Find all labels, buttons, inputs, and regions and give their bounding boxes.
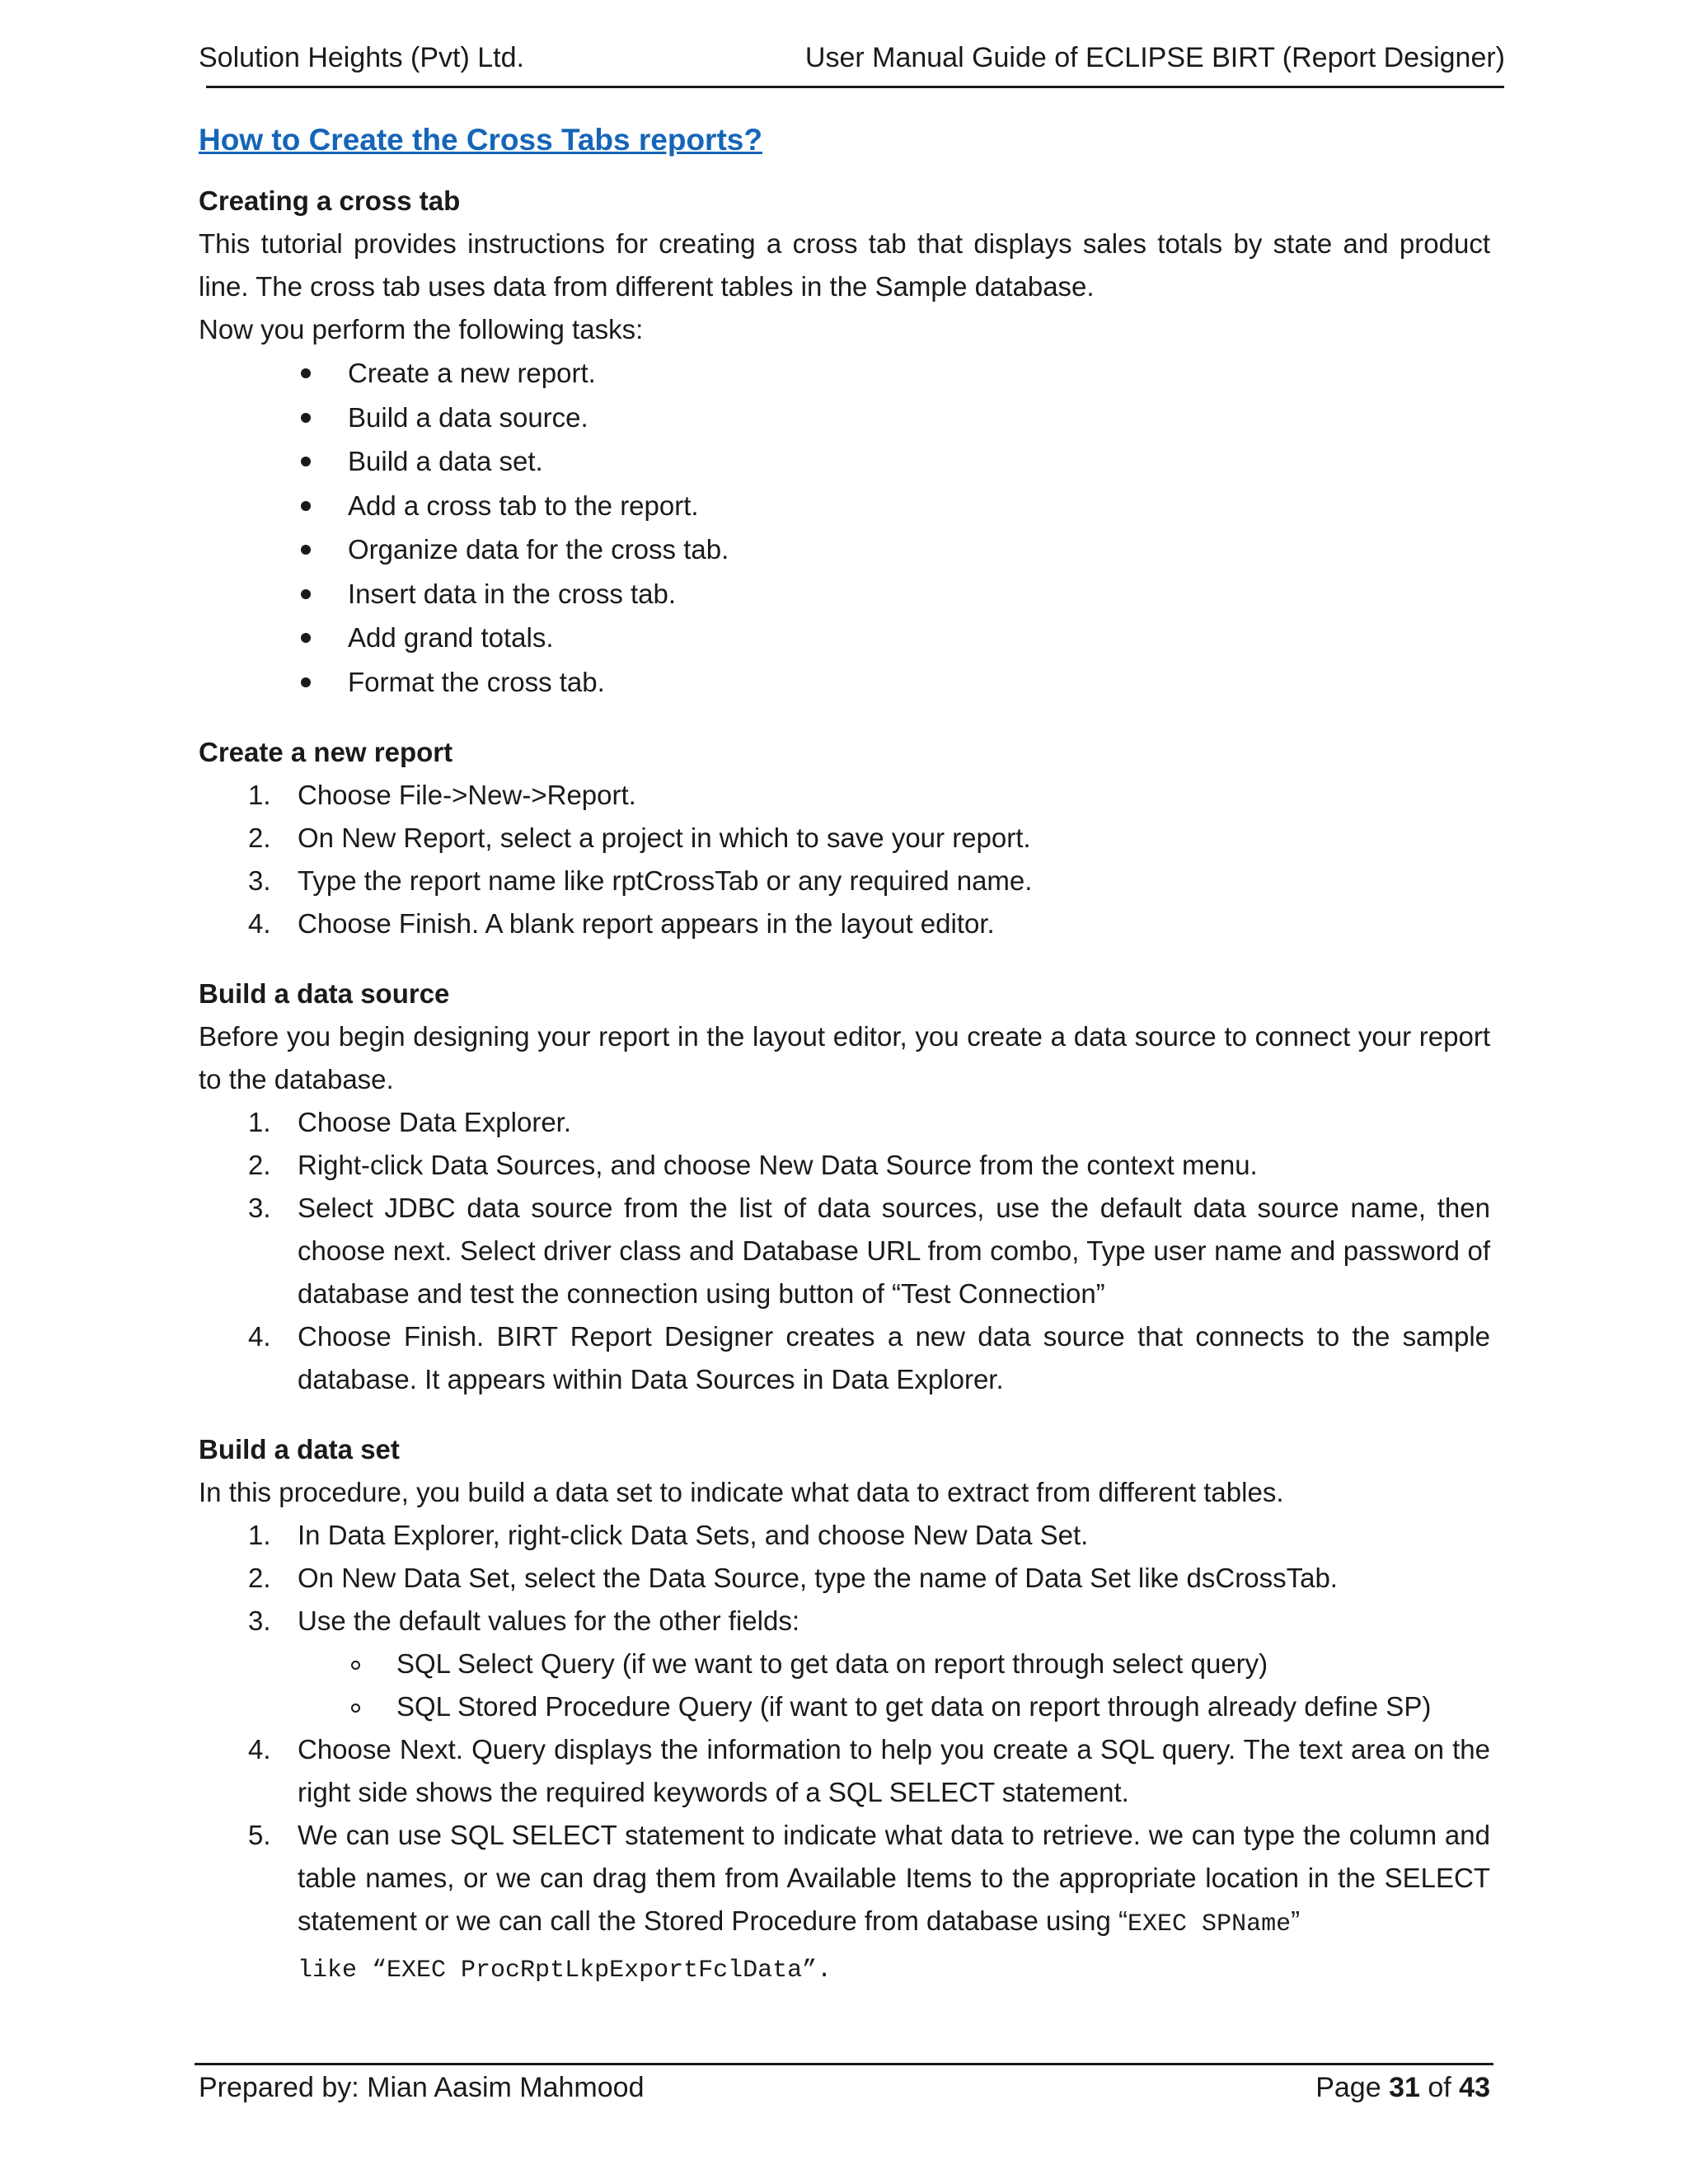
- list-item: Create a new report.: [199, 351, 1490, 396]
- list-item: 3. Use the default values for the other fields: SQL Select Query (if we want to get data on report through select query) SQL Stored Procedure Query (if want to get data on report through already define SP): [199, 1600, 1490, 1728]
- task-list: [199, 351, 1490, 704]
- header-company: Solution Heights (Pvt) Ltd.: [199, 42, 524, 73]
- list-item: Add grand totals.: [199, 616, 1490, 660]
- list-item: Insert data in the cross tab.: [199, 572, 1490, 616]
- list-item: 2. On New Data Set, select the Data Source, type the name of Data Set like dsCrossTab.: [248, 1563, 1338, 1593]
- section-heading-creating: Creating a cross tab: [199, 185, 461, 216]
- query-options: [298, 1643, 1490, 1728]
- new-report-steps: [199, 774, 1490, 945]
- list-item: SQL Select Query (if we want to get data on report through select query): [199, 1643, 1490, 1685]
- list-item: 3. Type the report name like rptCrossTab or any required name.: [248, 865, 1033, 896]
- header-rule: [206, 86, 1504, 88]
- code-snippet: EXEC SPName: [1128, 1910, 1292, 1938]
- list-item: 3. Select JDBC data source from the list of data sources, use the default data source name, then choose next. Select driver class and Database URL from combo, Type user name and password of database and test the connection using button of “Test Connection”: [248, 1193, 1490, 1309]
- list-item: 4. Choose Finish. A blank report appears in the layout editor.: [248, 908, 995, 939]
- list-item: Add a cross tab to the report.: [199, 484, 1490, 528]
- data-set-steps: [199, 1514, 1490, 1992]
- section-heading-data-set: Build a data set: [199, 1434, 400, 1465]
- list-item: 2. On New Report, select a project in which to save your report.: [248, 823, 1031, 853]
- creating-paragraph: This tutorial provides instructions for creating a cross tab that displays sales totals by state and product line. The cross tab uses data from different tables in the Sample database.: [199, 228, 1490, 302]
- list-item: Build a data set.: [199, 439, 1490, 484]
- list-item: SQL Stored Procedure Query (if want to get data on report through already define SP): [199, 1685, 1490, 1728]
- list-item: Organize data for the cross tab.: [199, 527, 1490, 572]
- page-number: Page 31 of 43: [1315, 2072, 1490, 2103]
- list-item: Build a data source.: [199, 396, 1490, 440]
- code-snippet: EXEC ProcRptLkpExportFclData: [387, 1957, 803, 1985]
- section-heading-new-report: Create a new report: [199, 737, 453, 767]
- data-source-paragraph: Before you begin designing your report in the layout editor, you create a data source to connect your report to the database.: [199, 1021, 1490, 1094]
- list-item: 1. Choose Data Explorer.: [248, 1107, 572, 1137]
- header-doc-title: User Manual Guide of ECLIPSE BIRT (Report Designer): [804, 42, 1505, 73]
- list-item: 4. Choose Finish. BIRT Report Designer creates a new data source that connects to the sample database. It appears within Data Sources in Data Explorer.: [248, 1321, 1490, 1394]
- list-item: 1. In Data Explorer, right-click Data Sets, and choose New Data Set.: [248, 1520, 1089, 1550]
- data-set-paragraph: In this procedure, you build a data set to indicate what data to extract from different tables.: [199, 1477, 1284, 1507]
- footer-rule: [195, 2063, 1493, 2065]
- list-item: 2. Right-click Data Sources, and choose New Data Source from the context menu.: [248, 1150, 1258, 1180]
- list-item: Format the cross tab.: [199, 660, 1490, 705]
- footer-author: Prepared by: Mian Aasim Mahmood: [199, 2072, 645, 2103]
- list-item: 5. We can use SQL SELECT statement to indicate what data to retrieve. we can type the column and table names, or we can drag them from Available Items to the appropriate location in the SELECT statement or we can call the Stored Procedure from database using “EXEC SPName” like “EXEC ProcRptLkpExportFclData”.: [248, 1820, 1490, 1985]
- page-title[interactable]: How to Create the Cross Tabs reports?: [199, 123, 762, 157]
- creating-intro: Now you perform the following tasks:: [199, 314, 644, 344]
- page-content: [199, 115, 1490, 1992]
- list-item: 4. Choose Next. Query displays the information to help you create a SQL query. The text area on the right side shows the required keywords of a SQL SELECT statement.: [248, 1734, 1490, 1807]
- data-source-steps: [199, 1101, 1490, 1401]
- section-heading-data-source: Build a data source: [199, 978, 450, 1009]
- list-item: 1. Choose File->New->Report.: [248, 780, 636, 810]
